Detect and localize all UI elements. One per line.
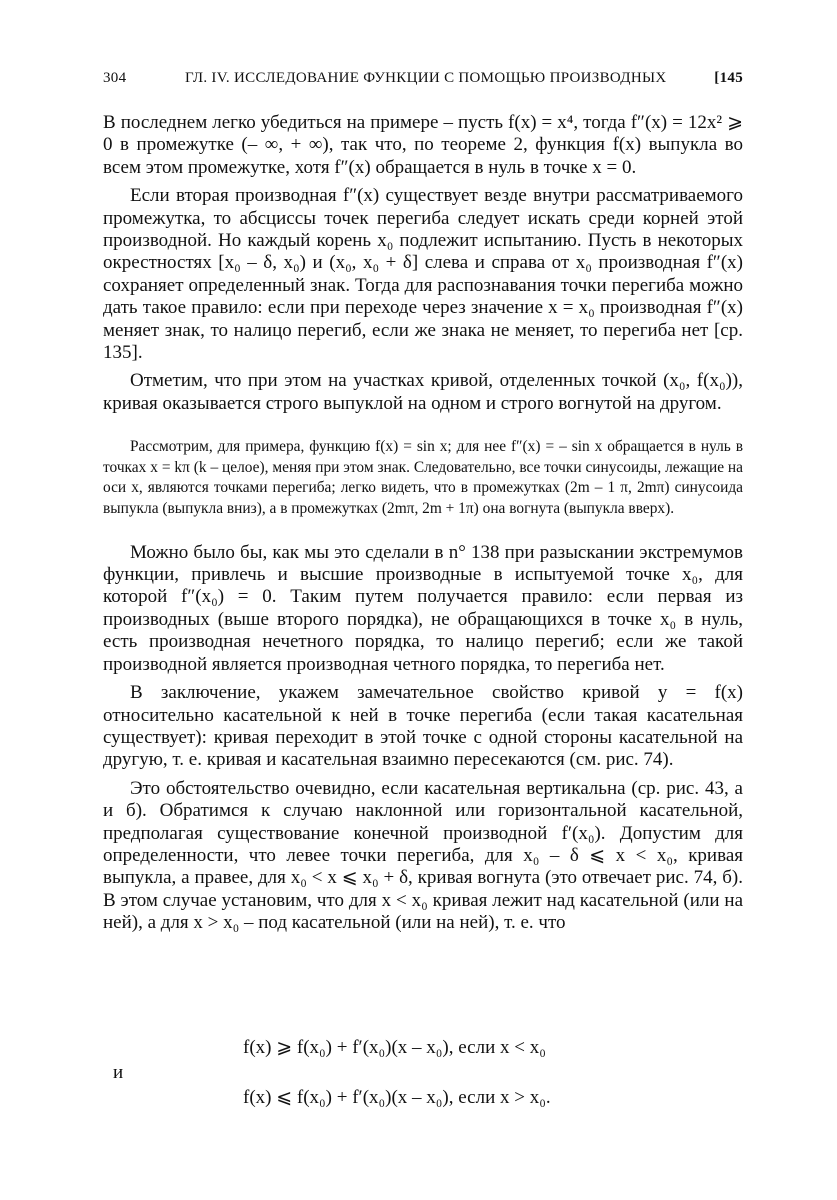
page-body [103,112,743,935]
paragraph-3: Отметим, что при этом на участках кривой, отделенных точкой (x₀, f(x₀)), кривая оказывается строго выпуклой на одном и строго вогнутой на другом. [103,370,743,414]
connector-word: и [113,1062,124,1083]
paragraph-5: Можно было бы, как мы это сделали в n° 138 при разыскании экстремумов функции, привлечь и высшие производные в испытуемой точке x₀, для которой f″(x₀) = 0. Таким путем получается правило: если первая из производных (выше второго порядка), не обращающихся в точке x₀ в нуль, есть производная нечетного порядка, то налицо перегиб; если же такой производной является производная четного порядка, то перегиба нет. [103,541,743,675]
section-number: [145 [714,70,743,86]
formula-2: f(x) ⩽ f(x₀) + f′(x₀)(x – x₀), если x > x₀. [243,1087,551,1108]
paragraph-1: В последнем легко убедиться на примере – пусть f(x) = x⁴, тогда f″(x) = 12x² ⩾ 0 в промежутке (– ∞, + ∞), так что, по теореме 2, функция f(x) выпукла во всем этом промежутке, хотя f″(x) обращается в нуль в точке x = 0. [103,112,743,178]
paragraph-2: Если вторая производная f″(x) существует везде внутри рассматриваемого промежутка, то абсциссы точек перегиба следует искать среди корней этой производной. Но каждый корень x₀ подлежит испытанию. Пусть в некоторых окрестностях [x₀ – δ, x₀) и (x₀, x₀ + δ] слева и справа от x₀ производная f″(x) сохраняет определенный знак. Тогда для распознавания точки перегиба можно дать такое правило: если при переходе через значение x = x₀ производная f″(x) меняет знак, то налицо перегиб, если же знака не меняет, то перегиба нет [ср. 135]. [103,185,743,364]
formula-1: f(x) ⩾ f(x₀) + f′(x₀)(x – x₀), если x < x₀ [243,1037,546,1058]
paragraph-6: В заключение, укажем замечательное свойство кривой y = f(x) относительно касательной к ней в точке перегиба (если такая касательная существует): кривая переходит в этой точке с одной стороны касательной на другую, т. е. кривая и касательная взаимно пересекаются (см. рис. 74). [103,682,743,771]
chapter-title: ГЛ. IV. ИССЛЕДОВАНИЕ ФУНКЦИИ С ПОМОЩЬЮ ПРОИЗВОДНЫХ [185,70,667,86]
page-number: 304 [103,70,127,86]
example-paragraph: Рассмотрим, для примера, функцию f(x) = sin x; для нее f″(x) = – sin x обращается в нуль в точках x = kπ (k – целое), меняя при этом знак. Следовательно, все точки синусоиды, лежащие на оси x, являются точками перегиба; легко видеть, что в промежутках (2m – 1 π, 2mπ) синусоида выпукла (выпукла вниз), а в промежутках (2mπ, 2m + 1π) она вогнута (выпукла вверх). [103,438,743,518]
paragraph-7: Это обстоятельство очевидно, если касательная вертикальна (ср. рис. 43, а и б). Обратимся к случаю наклонной или горизонтальной касательной, предполагая существование конечной производной f′(x₀). Допустим для определенности, что левее точки перегиба, для x₀ – δ ⩽ x < x₀, кривая выпукла, а правее, для x₀ < x ⩽ x₀ + δ, кривая вогнута (это отвечает рис. 74, б). В этом случае установим, что для x < x₀ кривая лежит над касательной (или на ней), а для x > x₀ – под касательной (или на ней), т. е. что [103,777,743,934]
